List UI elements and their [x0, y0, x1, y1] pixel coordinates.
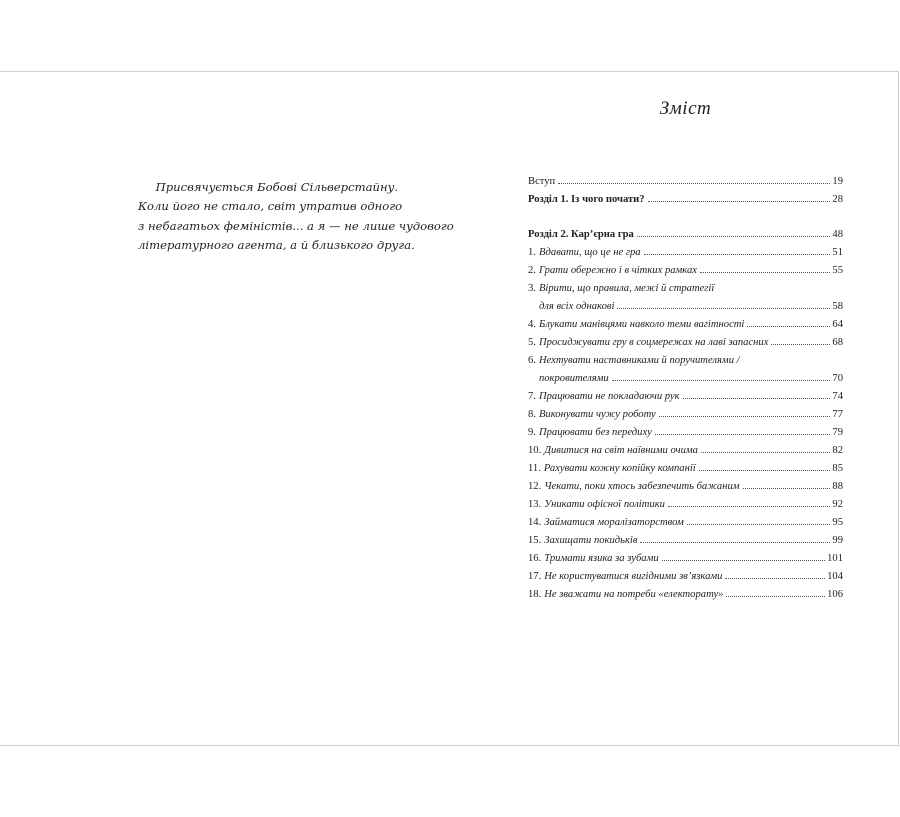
toc-entry-text: Грати обережно і в чітких рамках — [538, 265, 697, 276]
toc-entry — [528, 571, 843, 589]
toc-entry — [528, 373, 843, 391]
toc-entry — [528, 427, 843, 445]
toc-entry-number: 10. — [528, 445, 542, 456]
toc-entry-number: 16. — [528, 553, 542, 564]
toc-entry — [528, 265, 843, 283]
dot-leader — [725, 578, 825, 579]
dedication — [138, 178, 454, 256]
toc-entry-text: Захищати покидьків — [544, 535, 638, 546]
toc-entry-page: 79 — [832, 427, 843, 438]
dedication-line: Коли його не стало, світ утратив одного — [138, 199, 403, 214]
toc-entry — [528, 499, 843, 517]
toc-entry-page: 55 — [832, 265, 843, 276]
toc-entry-number: 15. — [528, 535, 542, 546]
toc-title: Зміст — [659, 98, 712, 119]
toc-entry-text: Тримати язика за зубами — [544, 553, 659, 564]
dot-leader — [743, 488, 831, 489]
dot-leader — [747, 326, 830, 327]
toc-entry-page: 88 — [832, 481, 843, 492]
toc-entry-text: Займатися моралізаторством — [544, 517, 684, 528]
toc-entry-number: 17. — [528, 571, 542, 582]
toc-entry-number: 6. — [528, 355, 536, 366]
dot-leader — [612, 380, 831, 381]
toc-entry-text: Розділ 1. Із чого почати? — [528, 194, 645, 205]
toc-entry-text: Вдавати, що це не гра — [538, 247, 641, 258]
dot-leader — [644, 254, 831, 255]
dot-leader — [617, 308, 830, 309]
toc-entry-text: покровителями — [538, 373, 609, 384]
toc-entry-text: Дивитися на світ наївними очима — [544, 445, 698, 456]
toc-entry-text: Рахувати кожну копійку компанії — [543, 463, 696, 474]
dot-leader — [662, 560, 825, 561]
toc-entry — [528, 553, 843, 571]
toc-entry — [528, 409, 843, 427]
toc-entry-text: Блукати манівцями навколо теми вагітності — [538, 319, 745, 330]
toc-entry-page: 51 — [832, 247, 843, 258]
toc-entry — [528, 445, 843, 463]
toc-entry-number: 8. — [528, 409, 536, 420]
toc-entry-number: 7. — [528, 391, 536, 402]
toc-entry-number: 1. — [528, 247, 536, 258]
toc-entry-page: 101 — [827, 553, 843, 564]
toc-entry-page: 106 — [827, 589, 843, 600]
table-of-contents — [528, 176, 843, 607]
toc-entry — [528, 301, 843, 319]
toc-entry — [528, 176, 843, 194]
toc-entry-page: 64 — [832, 319, 843, 330]
dot-leader — [558, 183, 830, 184]
toc-entry-number: 18. — [528, 589, 542, 600]
toc-entry-page: 48 — [832, 229, 843, 240]
dot-leader — [637, 236, 831, 237]
dot-leader — [771, 344, 830, 345]
toc-entry-page: 99 — [832, 535, 843, 546]
toc-entry-number: 13. — [528, 499, 542, 510]
toc-entry — [528, 391, 843, 409]
toc-entry — [528, 355, 843, 373]
toc-entry — [528, 229, 843, 247]
toc-entry-number: 14. — [528, 517, 542, 528]
toc-entry-text: Вірити, що правила, межі й стратегії — [538, 283, 715, 294]
toc-entry-page: 104 — [827, 571, 843, 582]
dot-leader — [648, 201, 831, 202]
section-gap — [528, 212, 843, 229]
toc-entry-text: Розділ 2. Кар’єрна гра — [528, 229, 634, 240]
toc-entry-page: 74 — [832, 391, 843, 402]
toc-entry-number: 9. — [528, 427, 536, 438]
toc-entry-text: Виконувати чужу роботу — [538, 409, 656, 420]
toc-entry-number: 5. — [528, 337, 536, 348]
toc-entry-page: 58 — [832, 301, 843, 312]
dot-leader — [683, 398, 831, 399]
toc-entry-text: Не користуватися вигідними зв’язками — [544, 571, 723, 582]
toc-entry-number: 3. — [528, 283, 536, 294]
toc-entry — [528, 517, 843, 535]
toc-entry — [528, 319, 843, 337]
toc-entry — [528, 463, 843, 481]
toc-entry-page: 68 — [832, 337, 843, 348]
toc-entry-text: Уникати офісної політики — [544, 499, 665, 510]
toc-entry-page: 92 — [832, 499, 843, 510]
toc-entry — [528, 337, 843, 355]
dedication-line: з небагатьох феміністів... а я — не лише чудового — [138, 218, 454, 233]
toc-entry-text: Не зважати на потреби «електорату» — [544, 589, 724, 600]
toc-entry-page: 77 — [832, 409, 843, 420]
toc-entry-number: 4. — [528, 319, 536, 330]
toc-entry-text: Вступ — [528, 176, 556, 187]
toc-entry — [528, 283, 843, 301]
toc-entry-text: Чекати, поки хтось забезпечить бажаним — [544, 481, 740, 492]
toc-entry-page: 19 — [832, 176, 843, 187]
toc-entry-text: Просиджувати гру в соцмережах на лаві запасних — [538, 337, 769, 348]
dot-leader — [700, 272, 830, 273]
dedication-line: літературного агента, а й близького друга. — [138, 238, 415, 253]
toc-entry-page: 82 — [832, 445, 843, 456]
toc-entry-number: 2. — [528, 265, 536, 276]
toc-entry-page: 70 — [832, 373, 843, 384]
dot-leader — [726, 596, 825, 597]
toc-entry-text: Працювати без передиху — [538, 427, 652, 438]
toc-entry — [528, 247, 843, 265]
dot-leader — [701, 452, 830, 453]
dot-leader — [699, 470, 831, 471]
dot-leader — [668, 506, 830, 507]
dot-leader — [655, 434, 831, 435]
toc-entry-text: Нехтувати наставниками й поручителями / — [538, 355, 740, 366]
toc-entry-number: 12. — [528, 481, 542, 492]
toc-entry — [528, 589, 843, 607]
dot-leader — [640, 542, 830, 543]
toc-entry — [528, 481, 843, 499]
dedication-line: Присвячується Бобові Сільверстайну. — [155, 180, 398, 194]
toc-entry — [528, 535, 843, 553]
toc-entry-page: 85 — [832, 463, 843, 474]
toc-entry-text: Працювати не покладаючи рук — [538, 391, 680, 402]
toc-entry-text: для всіх однакові — [538, 301, 615, 312]
toc-entry — [528, 194, 843, 212]
toc-entry-number: 11. — [528, 463, 541, 474]
toc-entry-page: 95 — [832, 517, 843, 528]
dot-leader — [659, 416, 831, 417]
dot-leader — [687, 524, 831, 525]
toc-entry-page: 28 — [832, 194, 843, 205]
